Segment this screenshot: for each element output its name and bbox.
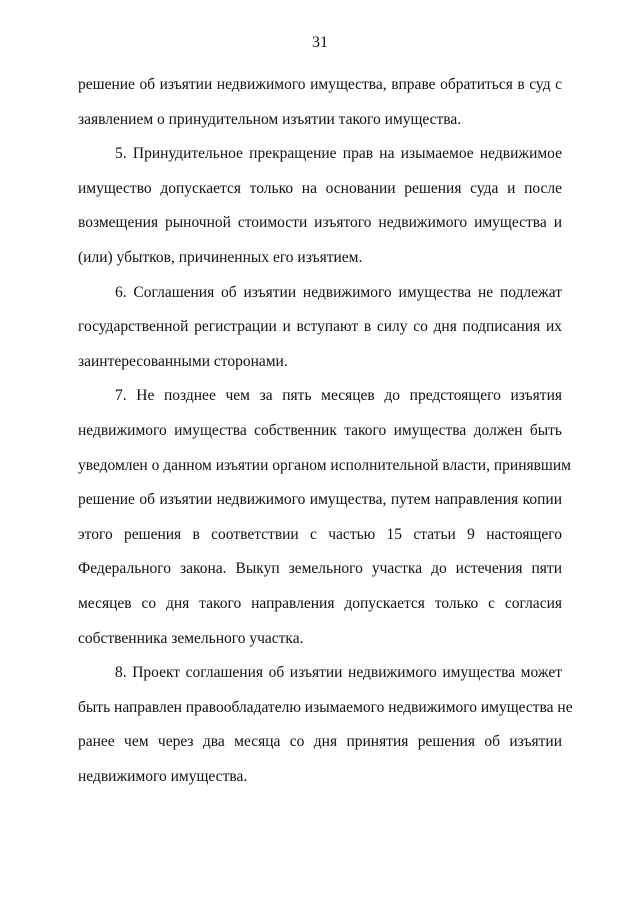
paragraph-5-line: 5. Принудительное прекращение прав на изымаемое недвижимое	[115, 145, 562, 163]
text-line: собственника земельного участка.	[78, 629, 304, 647]
text-line: месяцев со дня такого направления допускается только с согласия	[78, 594, 562, 612]
paragraph-8-line: 8. Проект соглашения об изъятии недвижимого имущества может	[115, 664, 562, 682]
text-line: решение об изъятии недвижимого имущества, путем направления копии	[78, 491, 562, 509]
text-line: ранее чем через два месяца со дня принятия решения об изъятии	[78, 733, 562, 751]
text-line: имущество допускается только на основании решения суда и после	[78, 179, 562, 197]
text-line: (или) убытков, причиненных его изъятием.	[78, 248, 363, 266]
paragraph-7-line: 7. Не позднее чем за пять месяцев до предстоящего изъятия	[115, 387, 562, 405]
text-line: Федерального закона. Выкуп земельного участка до истечения пяти	[78, 560, 562, 578]
page-number: 31	[312, 34, 328, 51]
text-line: заявлением о принудительном изъятии такого имущества.	[78, 110, 462, 128]
text-line: заинтересованными сторонами.	[78, 352, 288, 370]
text-line: этого решения в соответствии с частью 15 статьи 9 настоящего	[78, 525, 562, 543]
paragraph-6-line: 6. Соглашения об изъятии недвижимого имущества не подлежат	[115, 283, 562, 301]
text-line: государственной регистрации и вступают в силу со дня подписания их	[78, 318, 562, 336]
text-line: быть направлен правообладателю изымаемого недвижимого имущества не	[78, 698, 573, 716]
text-line: недвижимого имущества.	[78, 767, 248, 785]
text-line: возмещения рыночной стоимости изъятого недвижимого имущества и	[78, 214, 562, 232]
text-line: решение об изъятии недвижимого имущества, вправе обратиться в суд с	[78, 76, 562, 93]
text-line: недвижимого имущества собственник такого имущества должен быть	[78, 421, 562, 439]
document-body	[78, 68, 573, 794]
text-line: уведомлен о данном изъятии органом исполнительной власти, принявшим	[78, 456, 571, 474]
